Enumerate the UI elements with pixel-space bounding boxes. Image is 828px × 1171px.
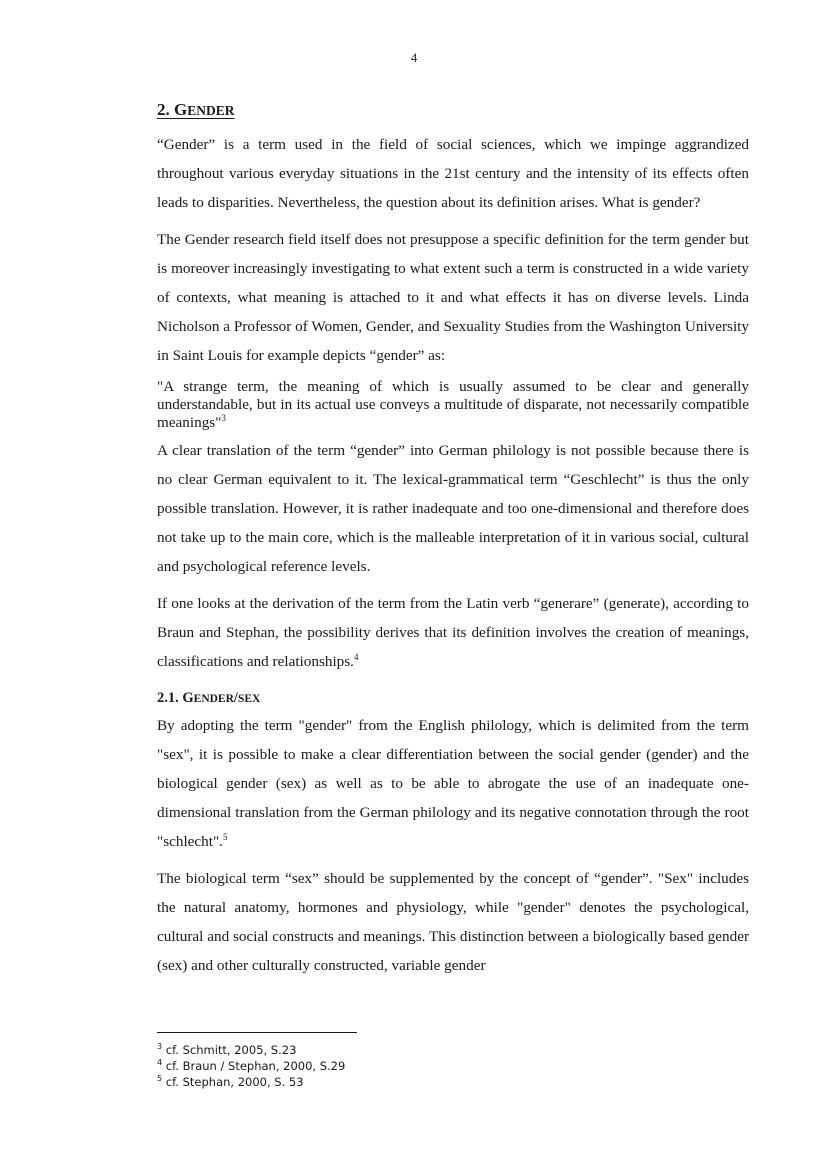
paragraph-gender-sex-distinction [157, 711, 749, 856]
footnote-text: cf. Braun / Stephan, 2000, S.29 [165, 1059, 346, 1073]
subsection-number: 2.1. [157, 690, 179, 706]
footnote-number: 4 [157, 1058, 163, 1068]
footnote-number: 3 [157, 1042, 163, 1052]
footnotes [157, 1032, 557, 1090]
subsection-title-rest-2: SEX [237, 693, 261, 705]
quote-text: "A strange term, the meaning of which is usually assumed to be clear and generally understandable, but in its actual use conveys a multitude of disparate, not necessarily compatible meanings" [157, 378, 749, 431]
section-title-initial: G [174, 100, 188, 119]
paragraph-german-translation: A clear translation of the term “gender” into German philology is not possible because there is no clear German equivalent to it. The lexical-grammatical term “Geschlecht” is thus the only possible translation. However, it is rather inadequate and too one-dimensional and therefore does not take up to the main core, which is the malleable interpretation of it in various social, cultural and psychological reference levels. [157, 442, 749, 575]
footnote-item [157, 1074, 557, 1090]
paragraph-latin-derivation [157, 589, 749, 676]
footnote-ref: 3 [221, 412, 226, 423]
subsection-title-initial: G [182, 690, 194, 706]
footnote-text: cf. Schmitt, 2005, S.23 [165, 1043, 297, 1057]
page-number: 4 [410, 50, 418, 65]
footnote-number: 5 [157, 1074, 163, 1084]
paragraph-text: If one looks at the derivation of the term from the Latin verb “generare” (generate), according to Braun and Stephan, the possibility derives that its definition involves the creation of meanings, classifications and relationships. [157, 595, 749, 670]
paragraph-biological-term: The biological term “sex” should be supplemented by the concept of “gender”. "Sex" includes the natural anatomy, hormones and physiology, while "gender" denotes the psychological, cultural and social constructs and meanings. This distinction between a biologically based gender (sex) and other culturally constructed, variable gender [157, 870, 749, 974]
subsection-title-rest: ENDER [193, 693, 234, 705]
subsection-heading [157, 690, 749, 707]
footnote-item [157, 1058, 557, 1074]
paragraph-research-field: The Gender research field itself does not presuppose a specific definition for the term gender but is moreover increasingly investigating to what extent such a term is constructed in a wide variety of contexts, what meaning is attached to it and what effects it has on diverse levels. Linda Nicholson a Professor of Women, Gender, and Sexuality Studies from the Washington University in Saint Louis for example depicts “gender” as: [157, 231, 749, 364]
footnote-ref: 5 [222, 831, 228, 842]
page-content [157, 100, 749, 988]
block-quote [157, 378, 749, 436]
section-number: 2. [157, 100, 170, 119]
footnote-text: cf. Stephan, 2000, S. 53 [165, 1075, 304, 1089]
footnote-ref: 4 [353, 651, 359, 662]
subsection-slash: / [233, 690, 238, 706]
paragraph-text: By adopting the term "gender" from the English philology, which is delimited from the term "sex", it is possible to make a clear differentiation between the social gender (gender) and the biological gender (sex) as well as to be able to abrogate the use of an inadequate one-dimensional translation from the German philology and its negative connotation through the root "schlecht". [157, 717, 749, 850]
paragraph-gender-definition: “Gender” is a term used in the field of social sciences, which we impinge aggrandized throughout various everyday situations in the 21st century and the intensity of its effects often leads to disparities. Nevertheless, the question about its definition arises. What is gender? [157, 136, 749, 211]
section-title-rest: ENDER [187, 103, 235, 118]
section-heading [157, 100, 749, 120]
footnote-divider [157, 1032, 357, 1033]
footnote-item [157, 1042, 557, 1058]
